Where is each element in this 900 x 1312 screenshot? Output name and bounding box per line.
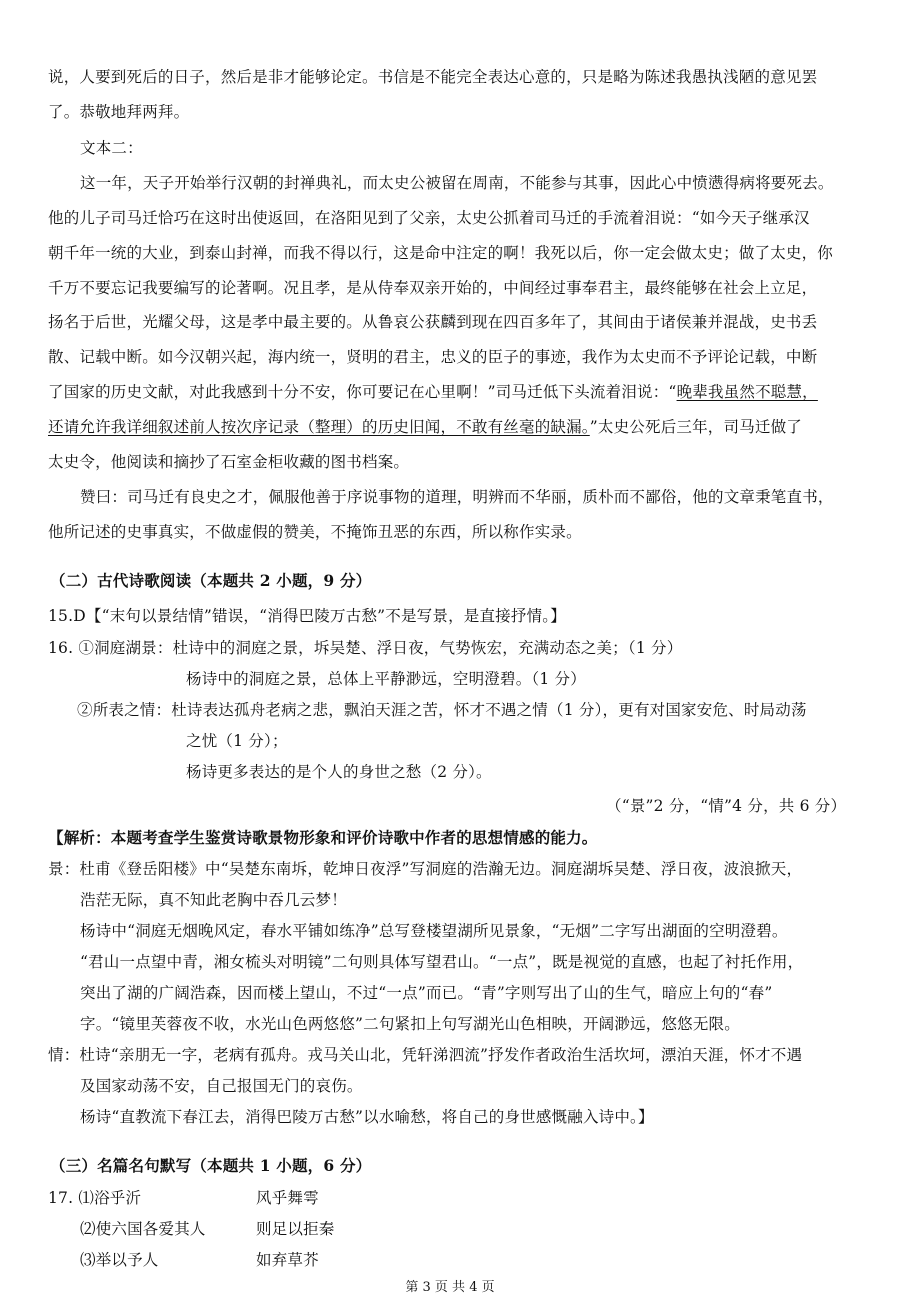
text-line xyxy=(77,699,884,721)
text-span: 散、记载中断。如今汉朝兴起，海内统一，贤明的君主，忠义的臣子的事迹，我作为太史而不予评论记载，中断 xyxy=(48,348,818,366)
text-line xyxy=(48,346,884,368)
text-line xyxy=(256,1249,884,1271)
text-span: 【解析：本题考查学生鉴赏诗歌景物形象和评价诗歌中作者的思想情感的能力。 xyxy=(48,828,598,847)
underlined-text: 晚辈我虽然不聪慧， xyxy=(676,383,818,401)
text-span: 了。恭敬地拜两拜。 xyxy=(48,103,190,121)
text-line xyxy=(48,858,884,880)
text-span: 浩茫无际，真不知此老胸中吞几云梦！ xyxy=(80,891,347,909)
text-line xyxy=(48,637,884,659)
text-span: ”太史公死后三年，司马迁做了 xyxy=(589,418,802,436)
text-span: ⑶举以予人 xyxy=(80,1251,159,1269)
text-line xyxy=(256,1218,884,1240)
text-line xyxy=(48,381,884,403)
text-line xyxy=(606,795,884,817)
text-span: 风乎舞雩 xyxy=(256,1189,319,1207)
text-line xyxy=(48,101,884,123)
text-span: 太史令，他阅读和摘抄了石室金柜收藏的图书档案。 xyxy=(48,453,410,471)
section-heading xyxy=(50,570,884,592)
text-line xyxy=(48,451,884,473)
text-line xyxy=(48,207,884,229)
text-span: 突出了湖的广阔浩森，因而楼上望山，不过“一点”而已。“青”字则写出了山的生气，暗应上句的“春” xyxy=(80,984,773,1002)
text-line xyxy=(80,920,884,942)
text-span: （二）古代诗歌阅读（本题共 2 小题，9 分） xyxy=(50,571,372,590)
text-span: 之忧（1 分）； xyxy=(186,732,288,750)
page-footer: 第 3 页 共 4 页 xyxy=(405,1280,495,1295)
text-line xyxy=(80,172,884,194)
text-line xyxy=(186,730,884,752)
text-line xyxy=(186,761,884,783)
text-line xyxy=(48,66,884,88)
text-span: 杨诗中“洞庭无烟晚风定，春水平铺如练净”总写登楼望湖所见景象，“无烟”二字写出湖面的空明澄碧。 xyxy=(80,922,788,940)
text-line xyxy=(80,1013,884,1035)
text-span: 他的儿子司马迁恰巧在这时出使返回，在洛阳见到了父亲，太史公抓着司马迁的手流着泪说：“如今天子继承汉 xyxy=(48,209,810,227)
text-line xyxy=(48,242,884,264)
text-line xyxy=(48,311,884,333)
text-line xyxy=(80,1075,884,1097)
section-heading xyxy=(48,827,884,849)
text-span: （“景”2 分，“情”4 分，共 6 分） xyxy=(606,797,847,815)
text-span: 这一年，天子开始举行汉朝的封禅典礼，而太史公被留在周南，不能参与其事，因此心中愤懑得病将要死去。 xyxy=(80,174,834,192)
text-span: 字。“镜里芙蓉夜不收，水光山色两悠悠”二句紧扣上句写湖光山色相映，开阔渺远，悠悠无限。 xyxy=(80,1015,740,1033)
text-span: 则足以拒秦 xyxy=(256,1220,335,1238)
section-heading xyxy=(50,1155,884,1177)
text-line xyxy=(48,521,884,543)
text-span: 如弃草芥 xyxy=(256,1251,319,1269)
text-span: 赞曰：司马迁有良史之才，佩服他善于序说事物的道理，明辨而不华丽，质朴而不鄙俗，他的文章秉笔直书， xyxy=(80,488,834,506)
text-span: 17. ⑴浴乎沂 xyxy=(48,1189,142,1207)
text-line xyxy=(48,605,884,627)
text-span: 16. ①洞庭湖景：杜诗中的洞庭之景，坼吴楚、浮日夜，气势恢宏，充满动态之美；（1 分） xyxy=(48,639,683,657)
text-line xyxy=(80,137,884,159)
text-span: 了国家的历史文献，对此我感到十分不安，你可要记在心里啊！”司马迁低下头流着泪说：“ xyxy=(48,383,677,401)
text-line xyxy=(80,889,884,911)
text-span: 说，人要到死后的日子，然后是非才能够论定。书信是不能完全表达心意的，只是略为陈述我愚执浅陋的意见罢 xyxy=(48,68,818,86)
text-span: 杨诗“直教流下春江去，消得巴陵万古愁”以水喻愁，将自己的身世感慨融入诗中。】 xyxy=(80,1108,654,1126)
text-line xyxy=(256,1187,884,1209)
text-span: 15.D【“末句以景结情”错误，“消得巴陵万古愁”不是写景，是直接抒情。】 xyxy=(48,607,566,625)
text-line xyxy=(48,277,884,299)
text-span: 扬名于后世，光耀父母，这是孝中最主要的。从鲁哀公获麟到现在四百多年了，其间由于诸侯兼并混战，史书丢 xyxy=(48,313,818,331)
text-line xyxy=(80,951,884,973)
underlined-text: 还请允许我详细叙述前人按次序记录（整理）的历史旧闻，不敢有丝毫的缺漏。 xyxy=(48,418,590,436)
text-line xyxy=(48,1044,884,1066)
text-line xyxy=(80,982,884,1004)
text-line xyxy=(48,416,884,438)
text-line xyxy=(80,486,884,508)
text-span: 他所记述的史事真实，不做虚假的赞美，不掩饰丑恶的东西，所以称作实录。 xyxy=(48,523,582,541)
text-span: “君山一点望中青，湘女梳头对明镜”二句则具体写望君山。“一点”，既是视觉的直感，也起了衬托作用， xyxy=(80,953,804,971)
text-line xyxy=(186,668,884,690)
text-span: 文本二： xyxy=(80,139,143,157)
text-span: 景：杜甫《登岳阳楼》中“吴楚东南坼，乾坤日夜浮”写洞庭的浩瀚无边。洞庭湖坼吴楚、浮日夜，波浪掀天， xyxy=(48,860,803,878)
text-span: 千万不要忘记我要编写的论著啊。况且孝，是从侍奉双亲开始的，中间经过事奉君主，最终能够在社会上立足， xyxy=(48,279,818,297)
text-line xyxy=(80,1106,884,1128)
text-span: 情：杜诗“亲朋无一字，老病有孤舟。戎马关山北，凭轩涕泗流”抒发作者政治生活坎坷，漂泊天涯，怀才不遇 xyxy=(48,1046,803,1064)
text-span: ②所表之情：杜诗表达孤舟老病之悲，飘泊天涯之苦，怀才不遇之情（1 分），更有对国家安危、时局动荡 xyxy=(77,701,807,719)
text-span: 杨诗更多表达的是个人的身世之愁（2 分）。 xyxy=(186,763,492,781)
text-span: （三）名篇名句默写（本题共 1 小题，6 分） xyxy=(50,1156,372,1175)
text-span: 杨诗中的洞庭之景，总体上平静渺远，空明澄碧。（1 分） xyxy=(186,670,586,688)
text-span: 朝千年一统的大业，到泰山封禅，而我不得以行，这是命中注定的啊！我死以后，你一定会做太史；做了太史，你 xyxy=(48,244,834,262)
text-span: ⑵使六国各爱其人 xyxy=(80,1220,206,1238)
text-span: 及国家动荡不安，自己报国无门的哀伤。 xyxy=(80,1077,363,1095)
